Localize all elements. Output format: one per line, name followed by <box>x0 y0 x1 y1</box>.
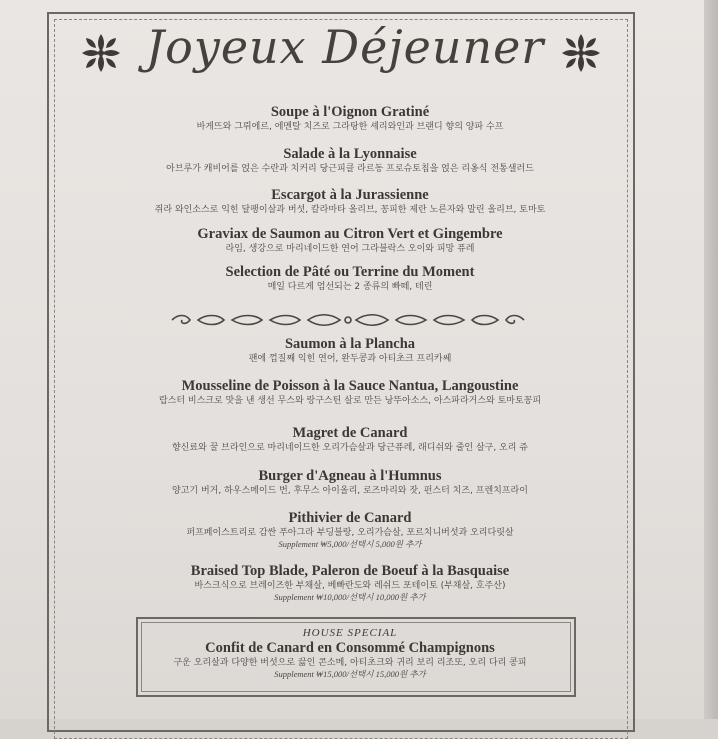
dish-description: 바게뜨와 그뤼에르, 에멘탈 치즈로 그라탕한 셰리와인과 브랜디 향의 양파 수프 <box>196 122 504 132</box>
menu-title: Joyeux Déjeuner <box>145 20 545 74</box>
dish-name: Mousseline de Poisson à la Sauce Nantua, Langoustine <box>181 378 519 394</box>
menu-item <box>60 146 640 175</box>
dish-name: Selection de Pâté ou Terrine du Moment <box>225 264 475 280</box>
dish-description: 랍스터 비스크로 맛을 낸 생선 무스와 랑구스틴 살로 만든 낭뚜아소스, 아스파라거스와 토마토꽁피 <box>158 396 542 406</box>
dish-description: 쥐라 와인소스로 익힌 달팽이살과 버섯, 칼라마타 올리브, 꽁피한 제란 노른자와 말린 올리브, 토마토 <box>154 205 546 215</box>
paper-edge <box>704 0 718 719</box>
dish-description: 향신료와 꿀 브라인으로 마리네이드한 오리가슴살과 당근퓨레, 래디쉬와 줄인 살구, 오리 쥬 <box>171 443 528 453</box>
dish-description: 퍼프페이스트리로 감싼 푸아그라 부딩블랑, 오리가슴살, 포르치니버섯과 오리다릿살 <box>186 528 514 538</box>
menu-item <box>60 378 640 407</box>
house-special-label: HOUSE SPECIAL <box>302 627 398 639</box>
menu-item <box>60 104 640 133</box>
dish-name: Soupe à l'Oignon Gratiné <box>270 104 430 120</box>
dish-description: 바스크식으로 브레이즈한 부채살, 베빠란도와 레쉬드 포테이토 (부채살, 호주산) <box>194 581 506 591</box>
menu-item <box>60 425 640 454</box>
dish-description: 매일 다르게 엄선되는 2 종류의 빠떼, 테린 <box>267 282 433 292</box>
dish-name: Magret de Canard <box>292 425 408 441</box>
dish-supplement: Supplement ₩5,000/선택시 5,000원 추가 <box>278 539 422 549</box>
scroll-divider-icon <box>170 311 526 329</box>
house-special <box>60 626 640 680</box>
dish-supplement: Supplement ₩15,000/선택시 15,000원 추가 <box>274 669 426 679</box>
dish-name: Confit de Canard en Consommé Champignons <box>205 640 495 656</box>
dish-description: 양고기 버거, 하우스메이드 번, 후무스 아이올리, 로즈마리와 잣, 펀스터 치즈, 프렌치프라이 <box>172 486 528 496</box>
menu-item <box>60 468 640 497</box>
dish-description: 팬에 껍질째 익힌 연어, 완두콩과 아티초크 프리카쎄 <box>248 354 452 364</box>
menu-item <box>60 226 640 255</box>
dish-name: Salade à la Lyonnaise <box>283 146 417 162</box>
dish-name: Pithivier de Canard <box>288 510 412 526</box>
dish-name: Escargot à la Jurassienne <box>271 187 429 203</box>
menu-item <box>60 187 640 216</box>
dish-supplement: Supplement ₩10,000/선택시 10,000원 추가 <box>274 592 426 602</box>
dish-name: Saumon à la Plancha <box>284 336 416 352</box>
dish-description: 라임, 생강으로 마리네이드한 연어 그라블락스 오이와 피망 퓨레 <box>225 244 475 254</box>
menu-item <box>60 510 640 550</box>
dish-description: 구운 오리살과 다양한 버섯으로 끓인 콘소메, 아티초크와 귀리 보리 리조또, 오리 다리 콩피 <box>173 658 527 668</box>
dish-name: Graviax de Saumon au Citron Vert et Gingembre <box>197 226 503 242</box>
dish-name: Burger d'Agneau à l'Humnus <box>258 468 442 484</box>
menu-item <box>60 563 640 603</box>
dish-name: Braised Top Blade, Paleron de Boeuf à la Basquaise <box>190 563 510 579</box>
dish-description: 아브루가 캐비어를 얹은 수란과 치커리 당근피클 라르동 프로슈토칩을 얹은 리옹식 전통샐러드 <box>166 164 534 174</box>
menu-item <box>60 264 640 293</box>
menu-item <box>60 336 640 365</box>
